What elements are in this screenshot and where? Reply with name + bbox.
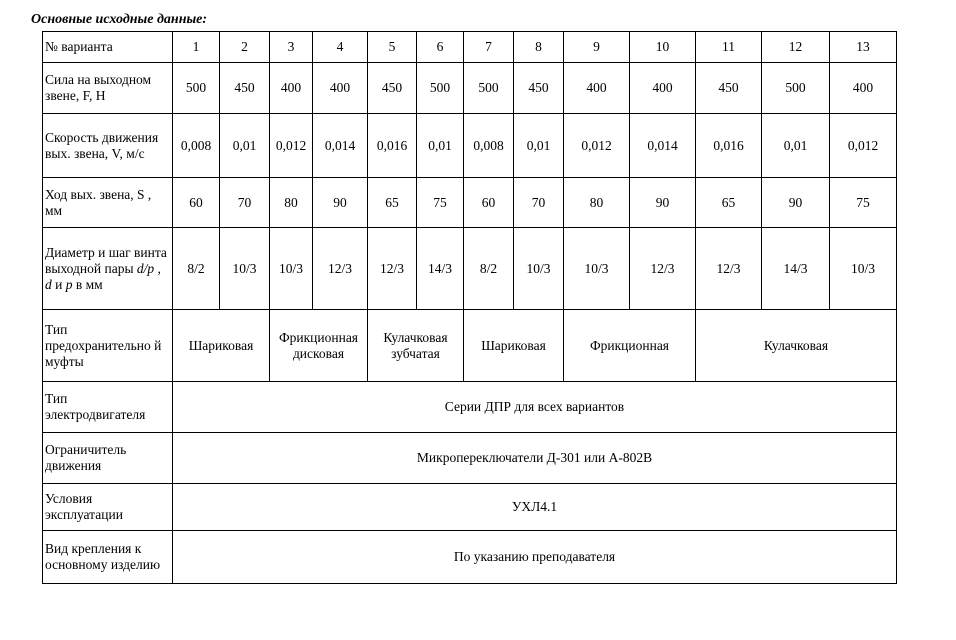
variant-number: 5 <box>368 32 417 63</box>
variant-number: 7 <box>464 32 514 63</box>
variant-number: 8 <box>514 32 564 63</box>
screw-value: 12/3 <box>696 228 762 310</box>
clutch-type: Фрикционная <box>564 310 696 382</box>
force-value: 400 <box>564 63 630 114</box>
stroke-value: 75 <box>830 178 897 228</box>
variant-number: 2 <box>220 32 270 63</box>
motor-row <box>43 382 897 433</box>
force-value: 400 <box>270 63 313 114</box>
screw-value: 10/3 <box>514 228 564 310</box>
speed-value: 0,016 <box>696 114 762 178</box>
force-value: 400 <box>313 63 368 114</box>
screw-value: 8/2 <box>173 228 220 310</box>
speed-value: 0,014 <box>630 114 696 178</box>
force-label: Сила на выходном звене, F, Н <box>43 63 173 114</box>
variant-number: 10 <box>630 32 696 63</box>
motor-value: Серии ДПР для всех вариантов <box>173 382 897 433</box>
stroke-value: 90 <box>630 178 696 228</box>
mounting-row <box>43 531 897 584</box>
variant-number: 11 <box>696 32 762 63</box>
clutch-type: Фрикционная дисковая <box>270 310 368 382</box>
limiter-row <box>43 433 897 484</box>
limiter-label: Ограничитель движения <box>43 433 173 484</box>
force-value: 500 <box>417 63 464 114</box>
stroke-value: 65 <box>696 178 762 228</box>
screw-value: 12/3 <box>313 228 368 310</box>
speed-value: 0,01 <box>220 114 270 178</box>
force-value: 500 <box>173 63 220 114</box>
variant-number: 9 <box>564 32 630 63</box>
variant-number: 12 <box>762 32 830 63</box>
variant-number: 13 <box>830 32 897 63</box>
clutch-type: Шариковая <box>464 310 564 382</box>
screw-value: 8/2 <box>464 228 514 310</box>
motor-label: Тип электродвигателя <box>43 382 173 433</box>
clutch-label: Тип предохранительно й муфты <box>43 310 173 382</box>
screw-label-unit: в мм <box>72 276 103 292</box>
stroke-value: 80 <box>270 178 313 228</box>
conditions-label: Условия эксплуатации <box>43 484 173 531</box>
variant-number: 6 <box>417 32 464 63</box>
variant-number: 4 <box>313 32 368 63</box>
input-data-table <box>42 31 897 584</box>
stroke-value: 60 <box>464 178 514 228</box>
speed-value: 0,01 <box>417 114 464 178</box>
stroke-value: 90 <box>762 178 830 228</box>
screw-value: 12/3 <box>368 228 417 310</box>
screw-label <box>43 228 173 310</box>
speed-value: 0,01 <box>514 114 564 178</box>
stroke-value: 90 <box>313 178 368 228</box>
clutch-row <box>43 310 897 382</box>
screw-label-d: d <box>45 276 52 292</box>
force-value: 450 <box>514 63 564 114</box>
screw-value: 10/3 <box>564 228 630 310</box>
screw-label-dp: d/p <box>136 260 155 276</box>
speed-value: 0,008 <box>173 114 220 178</box>
stroke-row <box>43 178 897 228</box>
speed-value: 0,012 <box>564 114 630 178</box>
screw-label-and: и <box>51 276 66 292</box>
variant-header-label: № варианта <box>43 32 173 63</box>
stroke-value: 70 <box>220 178 270 228</box>
conditions-value: УХЛ4.1 <box>173 484 897 531</box>
force-value: 450 <box>368 63 417 114</box>
speed-value: 0,016 <box>368 114 417 178</box>
stroke-value: 60 <box>173 178 220 228</box>
screw-value: 14/3 <box>417 228 464 310</box>
speed-label: Скорость движения вых. звена, V, м/с <box>43 114 173 178</box>
clutch-type: Кулачковая зубчатая <box>368 310 464 382</box>
screw-value: 10/3 <box>270 228 313 310</box>
force-value: 500 <box>464 63 514 114</box>
screw-value: 14/3 <box>762 228 830 310</box>
screw-label-p: p <box>65 276 73 292</box>
stroke-value: 80 <box>564 178 630 228</box>
clutch-type: Шариковая <box>173 310 270 382</box>
screw-value: 10/3 <box>830 228 897 310</box>
mounting-value: По указанию преподавателя <box>173 531 897 584</box>
variant-number: 1 <box>173 32 220 63</box>
screw-label-sep: , <box>154 260 161 276</box>
force-value: 450 <box>220 63 270 114</box>
stroke-value: 65 <box>368 178 417 228</box>
screw-value: 10/3 <box>220 228 270 310</box>
variant-number: 3 <box>270 32 313 63</box>
limiter-value: Микропереключатели Д-301 или А-802В <box>173 433 897 484</box>
speed-row <box>43 114 897 178</box>
force-value: 400 <box>830 63 897 114</box>
section-heading: Основные исходные данные: <box>31 12 208 27</box>
screw-value: 12/3 <box>630 228 696 310</box>
variant-header-row <box>43 32 897 63</box>
speed-value: 0,01 <box>762 114 830 178</box>
clutch-type: Кулачковая <box>696 310 897 382</box>
stroke-value: 75 <box>417 178 464 228</box>
force-value: 400 <box>630 63 696 114</box>
force-value: 500 <box>762 63 830 114</box>
stroke-value: 70 <box>514 178 564 228</box>
speed-value: 0,012 <box>270 114 313 178</box>
force-row <box>43 63 897 114</box>
speed-value: 0,012 <box>830 114 897 178</box>
force-value: 450 <box>696 63 762 114</box>
speed-value: 0,008 <box>464 114 514 178</box>
mounting-label: Вид крепления к основному изделию <box>43 531 173 584</box>
conditions-row <box>43 484 897 531</box>
screw-row <box>43 228 897 310</box>
screw-label-text: Диаметр и шаг винта выходной пары <box>45 244 167 276</box>
speed-value: 0,014 <box>313 114 368 178</box>
stroke-label: Ход вых. звена, S , мм <box>43 178 173 228</box>
